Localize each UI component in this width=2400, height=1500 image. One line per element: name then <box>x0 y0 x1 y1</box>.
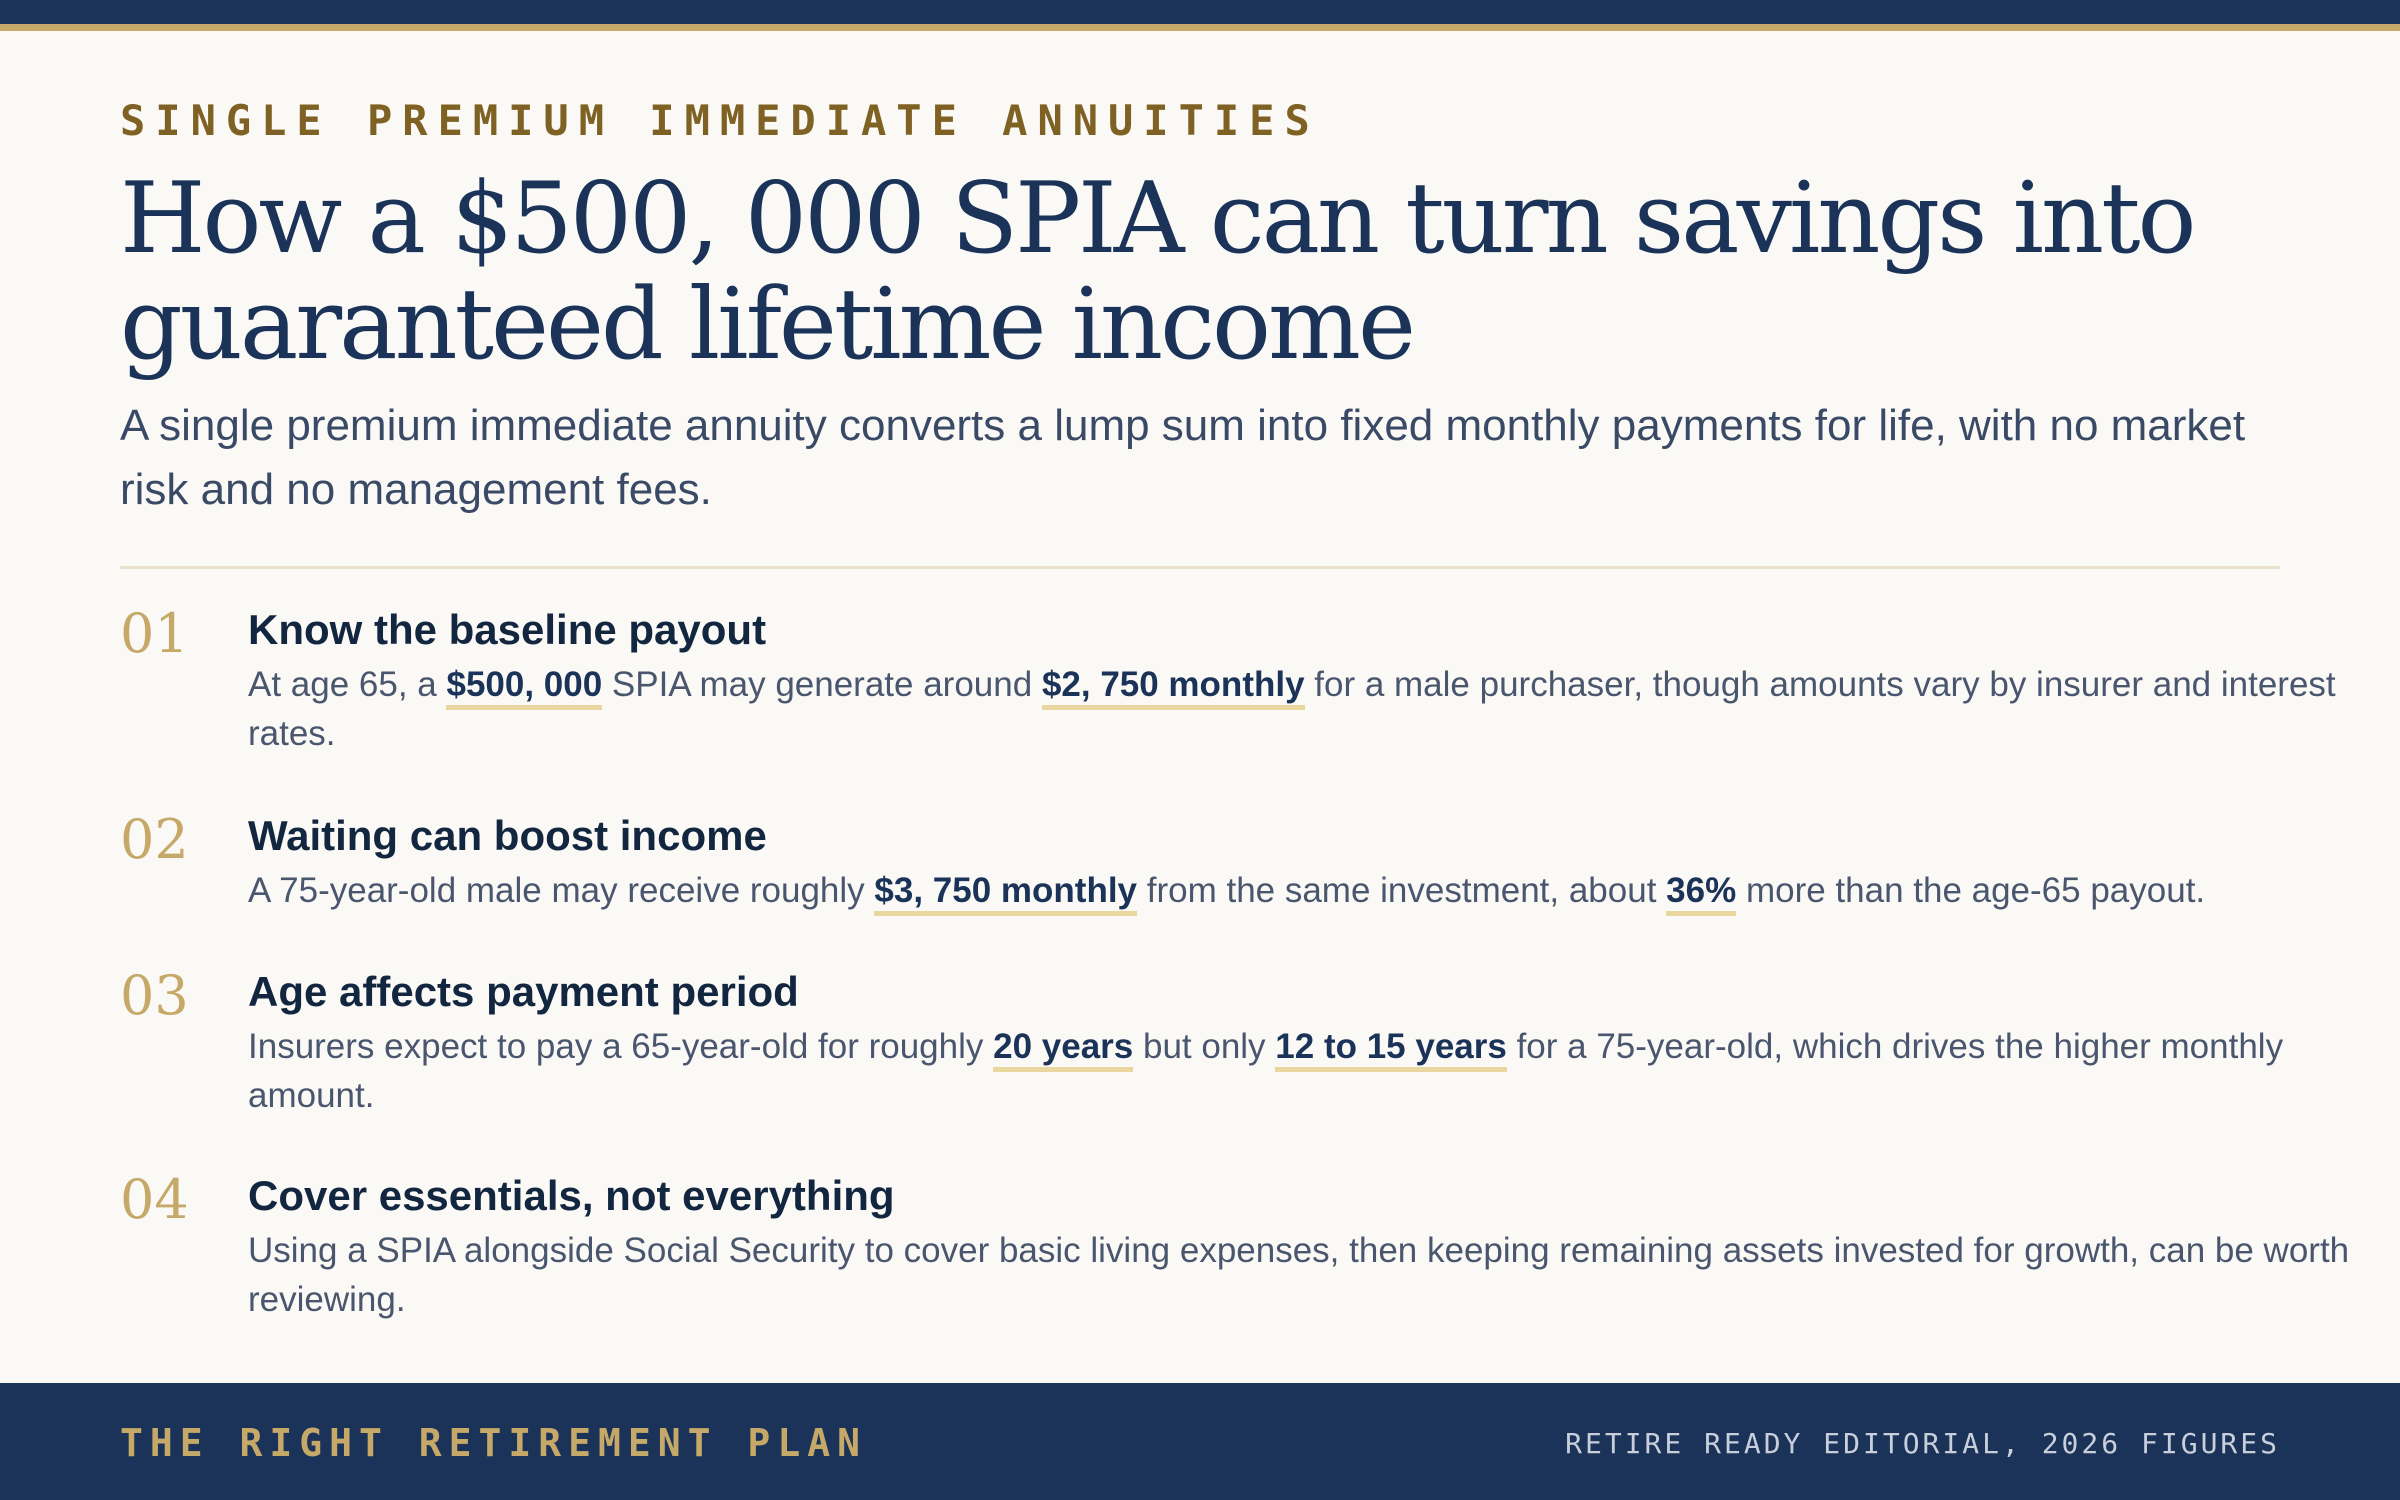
section-divider <box>120 566 2280 569</box>
highlighted-figure: $2, 750 monthly <box>1042 665 1305 710</box>
step-text-segment: for a 75-year-old, which drives the higher monthly amount. <box>248 1027 2284 1115</box>
highlighted-figure: $500, 000 <box>446 665 602 710</box>
step-text <box>248 1226 2388 1324</box>
subtitle: A single premium immediate annuity converts a lump sum into fixed monthly payments for life, with no market risk and no management fees. <box>120 401 2246 514</box>
step-number: 02 <box>120 808 189 871</box>
step-text-segment: from the same investment, about <box>1137 871 1667 910</box>
highlighted-figure: 36% <box>1666 871 1736 916</box>
step-text <box>248 660 2388 758</box>
step-text-segment: Insurers expect to pay a 65-year-old for roughly <box>248 1027 994 1066</box>
step-text-segment: more than the age-65 payout. <box>1736 871 2206 910</box>
step-text-segment: SPIA may generate around <box>602 665 1042 704</box>
eyebrow-label: SINGLE PREMIUM IMMEDIATE ANNUITIES <box>120 96 1320 145</box>
step-body <box>248 1170 2388 1324</box>
step-text <box>248 866 2388 915</box>
step-text-segment: At age 65, a <box>248 665 447 704</box>
footer-brand: THE RIGHT RETIREMENT PLAN <box>120 1421 867 1465</box>
step-number: 04 <box>120 1168 189 1231</box>
step-text-segment: for a male purchaser, though amounts vary by insurer and interest rates. <box>248 665 2336 753</box>
footer-credit: RETIRE READY EDITORIAL, 2026 FIGURES <box>1565 1427 2280 1460</box>
highlighted-figure: $3, 750 monthly <box>874 871 1137 916</box>
step-title: Age affects payment period <box>248 968 799 1015</box>
step-body <box>248 604 2388 758</box>
step-number: 03 <box>120 964 189 1027</box>
step-title: Waiting can boost income <box>248 812 767 859</box>
step-title: Know the baseline payout <box>248 606 767 653</box>
highlighted-figure: 20 years <box>993 1027 1133 1072</box>
top-gold-rule <box>0 24 2400 31</box>
highlighted-figure: 12 to 15 years <box>1275 1027 1507 1072</box>
top-accent-bar <box>0 0 2400 24</box>
step-text-segment: A 75-year-old male may receive roughly <box>248 871 875 910</box>
step-text-segment: but only <box>1133 1027 1276 1066</box>
footer <box>0 1383 2400 1500</box>
step-text-segment: Using a SPIA alongside Social Security to cover basic living expenses, then keeping remaining assets invested for growth, can be worth reviewing. <box>248 1231 2350 1319</box>
page-title: How a $500, 000 SPIA can turn savings into guaranteed lifetime income <box>120 162 2194 382</box>
step-number: 01 <box>120 602 189 665</box>
step-text <box>248 1022 2388 1120</box>
step-title: Cover essentials, not everything <box>248 1172 895 1219</box>
step-body <box>248 966 2388 1120</box>
step-body <box>248 810 2388 915</box>
